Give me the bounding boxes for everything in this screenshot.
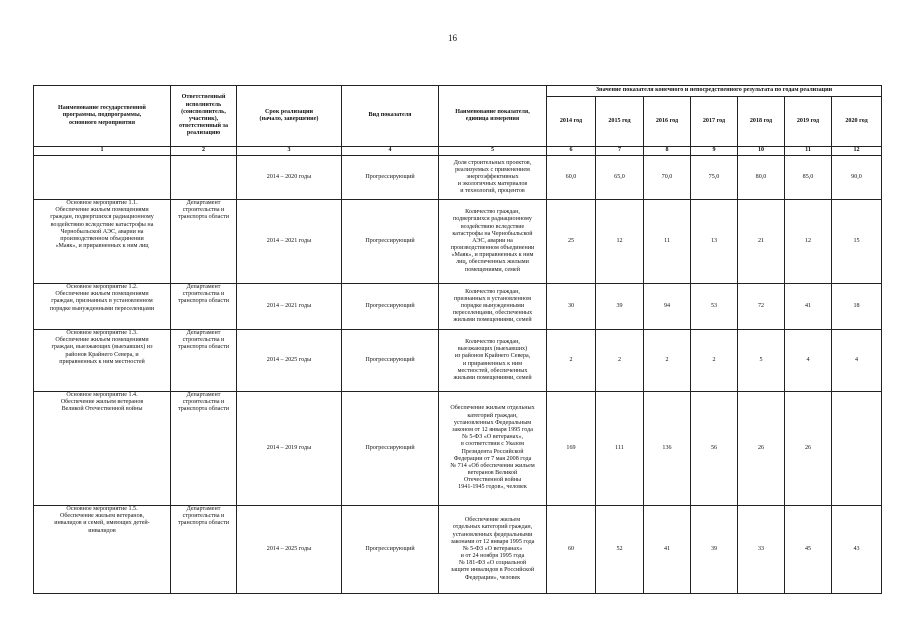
header-values-group: Значение показателя конечного и непосредственного результата по годам реализации	[547, 86, 882, 97]
value-cell: 26	[785, 392, 832, 506]
program-name-cell: Основное мероприятие 1.1. Обеспечение жильем помещениями граждан, подвергшихся радиационному воздействию вследствие катастрофы на Чернобыльской АЭС, аварии на производственном объединении «Маяк», и приравненных к ним лиц	[34, 200, 171, 284]
value-cell: 90,0	[832, 156, 882, 200]
period-cell: 2014 – 2020 годы	[237, 156, 342, 200]
value-cell: 136	[644, 392, 691, 506]
table-row	[34, 330, 882, 392]
value-cell: 52	[596, 506, 644, 594]
header-executor: Ответственный исполнитель (соисполнитель, участник), ответственный за реализацию	[171, 86, 237, 147]
executor-cell: Департамент строительства и транспорта области	[171, 200, 237, 284]
executor-cell	[171, 156, 237, 200]
value-cell: 13	[691, 200, 738, 284]
indicator-name-cell: Количество граждан, выезжающих (выехавших) из районов Крайнего Севера, и приравненных к ним местностей, обеспеченных жилыми помещениями, семей	[439, 330, 547, 392]
value-cell: 43	[832, 506, 882, 594]
header-year: 2016 год	[644, 97, 691, 147]
value-cell	[832, 392, 882, 506]
value-cell: 2	[644, 330, 691, 392]
indicator-type-cell: Прогрессирующий	[342, 330, 439, 392]
value-cell: 18	[832, 284, 882, 330]
value-cell: 70,0	[644, 156, 691, 200]
column-number: 2	[171, 147, 237, 156]
value-cell: 39	[691, 506, 738, 594]
executor-cell: Департамент строительства и транспорта области	[171, 506, 237, 594]
header-row	[34, 86, 882, 97]
value-cell: 15	[832, 200, 882, 284]
value-cell: 56	[691, 392, 738, 506]
indicator-type-cell: Прогрессирующий	[342, 156, 439, 200]
page-number: 16	[448, 33, 457, 43]
value-cell: 30	[547, 284, 596, 330]
column-number: 7	[596, 147, 644, 156]
value-cell: 45	[785, 506, 832, 594]
value-cell: 12	[596, 200, 644, 284]
indicators-table	[33, 85, 882, 594]
indicator-type-cell: Прогрессирующий	[342, 392, 439, 506]
value-cell: 111	[596, 392, 644, 506]
value-cell: 53	[691, 284, 738, 330]
column-number: 9	[691, 147, 738, 156]
period-cell: 2014 – 2019 годы	[237, 392, 342, 506]
program-name-cell: Основное мероприятие 1.3. Обеспечение жильем помещениями граждан, выезжающих (выехавших) из районов Крайнего Севера, и приравненных к ним местностей	[34, 330, 171, 392]
header-year: 2017 год	[691, 97, 738, 147]
column-number: 10	[738, 147, 785, 156]
value-cell: 12	[785, 200, 832, 284]
value-cell: 4	[832, 330, 882, 392]
indicator-name-cell: Количество граждан, подвергшихся радиационному воздействию вследствие катастрофы на Чернобыльской АЭС, аварии на производственном объединении «Маяк», и приравненных к ним лиц, обеспеченных жилыми помещениями, семей	[439, 200, 547, 284]
table-row	[34, 506, 882, 594]
executor-cell: Департамент строительства и транспорта области	[171, 284, 237, 330]
period-cell: 2014 – 2021 годы	[237, 200, 342, 284]
table-row	[34, 156, 882, 200]
indicator-name-cell: Количество граждан, признанных в установленном порядке вынужденными переселенцами, обеспеченных жилыми помещениями, семей	[439, 284, 547, 330]
table-row	[34, 284, 882, 330]
column-number: 3	[237, 147, 342, 156]
header-year: 2014 год	[547, 97, 596, 147]
table-row	[34, 392, 882, 506]
program-name-cell: Основное мероприятие 1.2. Обеспечение жильем помещениями граждан, признанных в установленном порядке вынужденными переселенцами	[34, 284, 171, 330]
value-cell: 21	[738, 200, 785, 284]
value-cell: 5	[738, 330, 785, 392]
value-cell: 33	[738, 506, 785, 594]
value-cell: 65,0	[596, 156, 644, 200]
value-cell: 25	[547, 200, 596, 284]
indicator-name-cell: Обеспечение жильем отдельных категорий граждан, установленных Федеральным законом от 12 января 1995 года № 5-ФЗ «О ветеранах», в соответствии с Указом Президента Российской Федерации от 7 мая 2008 года № 714 «Об обеспечении жильем ветеранов Великой Отечественной войны 1941-1945 годов», человек	[439, 392, 547, 506]
indicator-name-cell: Доля строительных проектов, реализуемых с применением энергоэффективных и экологичных материалов и технологий, процентов	[439, 156, 547, 200]
program-name-cell: Основное мероприятие 1.4. Обеспечение жильем ветеранов Великой Отечественной войны	[34, 392, 171, 506]
header-program: Наименование государственной программы, подпрограммы, основного мероприятия	[34, 86, 171, 147]
value-cell: 2	[547, 330, 596, 392]
indicator-type-cell: Прогрессирующий	[342, 200, 439, 284]
column-number: 6	[547, 147, 596, 156]
indicator-type-cell: Прогрессирующий	[342, 284, 439, 330]
header-year: 2020 год	[832, 97, 882, 147]
column-number: 8	[644, 147, 691, 156]
value-cell: 94	[644, 284, 691, 330]
value-cell: 85,0	[785, 156, 832, 200]
value-cell: 41	[785, 284, 832, 330]
program-name-cell	[34, 156, 171, 200]
value-cell: 11	[644, 200, 691, 284]
value-cell: 169	[547, 392, 596, 506]
program-name-cell: Основное мероприятие 1.5. Обеспечение жильем ветеранов, инвалидов и семей, имеющих детей- инвалидов	[34, 506, 171, 594]
value-cell: 4	[785, 330, 832, 392]
header-year: 2019 год	[785, 97, 832, 147]
value-cell: 75,0	[691, 156, 738, 200]
period-cell: 2014 – 2025 годы	[237, 506, 342, 594]
header-year: 2018 год	[738, 97, 785, 147]
value-cell: 26	[738, 392, 785, 506]
indicator-type-cell: Прогрессирующий	[342, 506, 439, 594]
column-number: 4	[342, 147, 439, 156]
period-cell: 2014 – 2025 годы	[237, 330, 342, 392]
value-cell: 72	[738, 284, 785, 330]
column-number: 5	[439, 147, 547, 156]
table-row	[34, 200, 882, 284]
column-numbers-row	[34, 147, 882, 156]
period-cell: 2014 – 2021 годы	[237, 284, 342, 330]
value-cell: 2	[596, 330, 644, 392]
column-number: 1	[34, 147, 171, 156]
value-cell: 60	[547, 506, 596, 594]
value-cell: 80,0	[738, 156, 785, 200]
value-cell: 60,0	[547, 156, 596, 200]
value-cell: 39	[596, 284, 644, 330]
column-number: 12	[832, 147, 882, 156]
executor-cell: Департамент строительства и транспорта области	[171, 330, 237, 392]
header-indicator-name: Наименование показателя, единица измерения	[439, 86, 547, 147]
column-number: 11	[785, 147, 832, 156]
executor-cell: Департамент строительства и транспорта области	[171, 392, 237, 506]
value-cell: 41	[644, 506, 691, 594]
header-indicator-type: Вид показателя	[342, 86, 439, 147]
header-year: 2015 год	[596, 97, 644, 147]
indicator-name-cell: Обеспечение жильем отдельных категорий граждан, установленных федеральными законами от 12 января 1995 года № 5-ФЗ «О ветеранах» и от 24 ноября 1995 года № 181-ФЗ «О социальной защите инвалидов в Российской Федерации», человек	[439, 506, 547, 594]
header-period: Срок реализации (начало, завершение)	[237, 86, 342, 147]
value-cell: 2	[691, 330, 738, 392]
